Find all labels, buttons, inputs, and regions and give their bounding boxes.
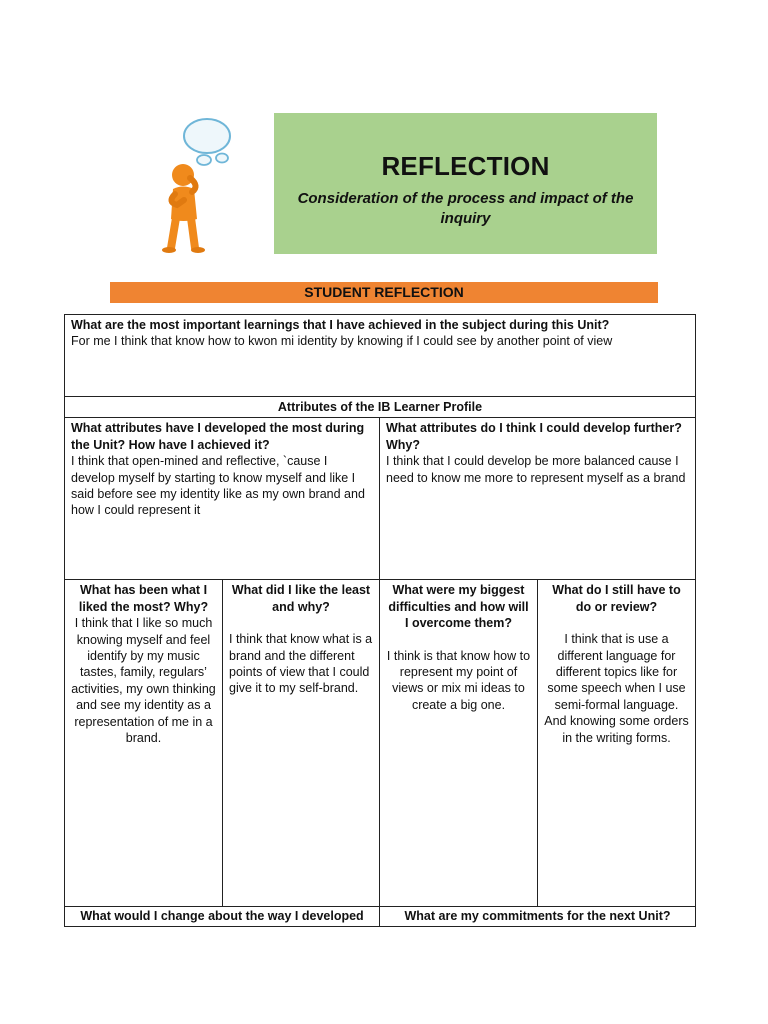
reflection-difficulties-cell (380, 580, 538, 907)
attributes-further-answer: I think that I could develop be more balanced cause I need to know me more to represent myself as a brand (386, 454, 686, 485)
attributes-row (65, 418, 696, 580)
spacer (544, 615, 689, 631)
attributes-developed-cell (65, 418, 380, 580)
attributes-heading: Attributes of the IB Learner Profile (65, 397, 696, 418)
header-banner (274, 113, 657, 254)
attributes-further-cell (380, 418, 696, 580)
thinking-person-icon (120, 116, 250, 256)
reflection-table-wrapper (64, 314, 695, 927)
reflection-liked-least-cell (223, 580, 380, 907)
reflection-liked-most-cell (65, 580, 223, 907)
reflection-to-review-question: What do I still have to do or review? (552, 583, 681, 614)
reflection-difficulties-question: What were my biggest difficulties and how will I overcome them? (388, 583, 529, 631)
learnings-question: What are the most important learnings that I have achieved in the subject during this Unit? (71, 318, 610, 332)
attributes-heading-row (65, 397, 696, 418)
reflections-row (65, 580, 696, 907)
bottom-questions-row (65, 907, 696, 927)
spacer (386, 632, 531, 648)
learnings-row (65, 315, 696, 397)
reflection-liked-least-answer: I think that know what is a brand and the different points of view that I could give it to my self-brand. (229, 632, 373, 696)
attributes-developed-question: What attributes have I developed the most during the Unit? How have I achieved it? (71, 421, 365, 452)
section-heading-bar: STUDENT REFLECTION (110, 282, 658, 303)
reflection-to-review-cell (538, 580, 696, 907)
page-subtitle: Consideration of the process and impact of the inquiry (297, 190, 634, 227)
reflection-to-review-answer: I think that is use a different language for different topics like for some speech when I use semi-formal language. And knowing some orders in the writing forms. (544, 632, 689, 745)
attributes-further-question: What attributes do I think I could develop further? Why? (386, 421, 682, 452)
reflection-liked-most-answer: I think that I like so much knowing myself and feel identify by my music tastes, family, regulars’ activities, my own thinking and see my identity as a representation of me in a brand. (71, 616, 216, 746)
commitments-question: What are my commitments for the next Unit? (380, 907, 696, 927)
reflection-liked-least-question: What did I like the least and why? (231, 583, 371, 614)
attributes-developed-answer: I think that open-mined and reflective, `cause I develop myself by starting to know myself and like I said before see my identity like as my own brand and how I could represent it (71, 454, 365, 518)
learnings-answer: For me I think that know how to kwon mi identity by knowing if I could see by another point of view (71, 334, 613, 349)
learnings-cell (65, 315, 696, 397)
reflection-liked-most-question: What has been what I liked the most? Why? (78, 583, 209, 614)
change-question: What would I change about the way I developed (65, 907, 380, 927)
reflection-table (64, 314, 696, 927)
page-title: REFLECTION (381, 151, 550, 181)
reflection-difficulties-answer: I think is that know how to represent my point of views or mix mi ideas to create a big one. (386, 648, 531, 712)
spacer (229, 615, 373, 631)
